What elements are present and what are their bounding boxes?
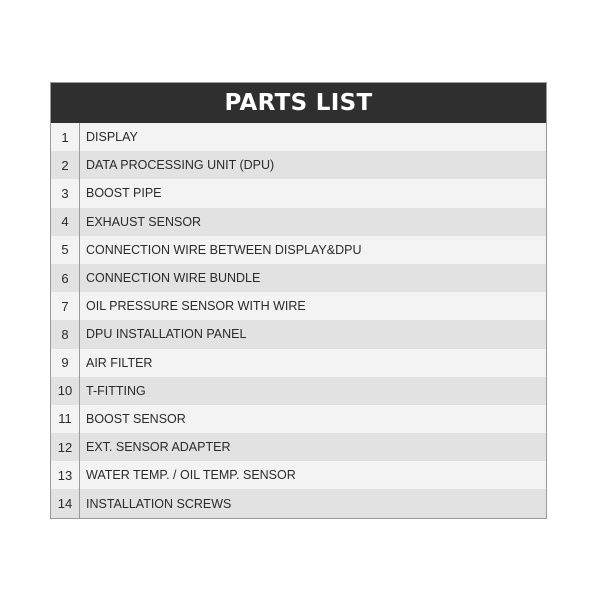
table-row bbox=[51, 489, 546, 517]
part-name: CONNECTION WIRE BETWEEN DISPLAY&DPU bbox=[86, 242, 362, 257]
part-number: 3 bbox=[51, 179, 80, 207]
part-number: 9 bbox=[51, 349, 80, 377]
parts-list-title: PARTS LIST bbox=[51, 83, 546, 123]
part-number: 2 bbox=[51, 151, 80, 179]
table-row bbox=[51, 123, 546, 151]
part-name: EXT. SENSOR ADAPTER bbox=[86, 440, 231, 455]
part-name: T-FITTING bbox=[86, 383, 146, 398]
table-row bbox=[51, 292, 546, 320]
table-row bbox=[51, 179, 546, 207]
part-name: CONNECTION WIRE BUNDLE bbox=[86, 271, 261, 286]
part-number: 11 bbox=[51, 405, 80, 433]
part-number: 6 bbox=[51, 264, 80, 292]
part-name: BOOST PIPE bbox=[86, 186, 162, 201]
part-number: 8 bbox=[51, 320, 80, 348]
table-row bbox=[51, 405, 546, 433]
part-name: WATER TEMP. / OIL TEMP. SENSOR bbox=[86, 468, 296, 483]
part-number: 5 bbox=[51, 236, 80, 264]
table-row bbox=[51, 433, 546, 461]
part-name: DATA PROCESSING UNIT (DPU) bbox=[86, 158, 275, 173]
table-row bbox=[51, 377, 546, 405]
table-row bbox=[51, 461, 546, 489]
part-number: 1 bbox=[51, 123, 80, 151]
parts-list-rows bbox=[51, 123, 546, 518]
part-name: AIR FILTER bbox=[86, 355, 153, 370]
part-number: 7 bbox=[51, 292, 80, 320]
table-row bbox=[51, 264, 546, 292]
table-row bbox=[51, 349, 546, 377]
part-name: BOOST SENSOR bbox=[86, 411, 186, 426]
parts-list-table bbox=[50, 82, 547, 519]
part-name: OIL PRESSURE SENSOR WITH WIRE bbox=[86, 299, 306, 314]
part-name: EXHAUST SENSOR bbox=[86, 214, 202, 229]
part-number: 14 bbox=[51, 489, 80, 517]
part-number: 10 bbox=[51, 377, 80, 405]
table-row bbox=[51, 208, 546, 236]
part-number: 12 bbox=[51, 433, 80, 461]
part-number: 4 bbox=[51, 208, 80, 236]
table-row bbox=[51, 151, 546, 179]
part-name: INSTALLATION SCREWS bbox=[86, 496, 232, 511]
part-name: DPU INSTALLATION PANEL bbox=[86, 327, 247, 342]
part-name: DISPLAY bbox=[86, 130, 138, 145]
table-row bbox=[51, 236, 546, 264]
table-row bbox=[51, 320, 546, 348]
part-number: 13 bbox=[51, 461, 80, 489]
